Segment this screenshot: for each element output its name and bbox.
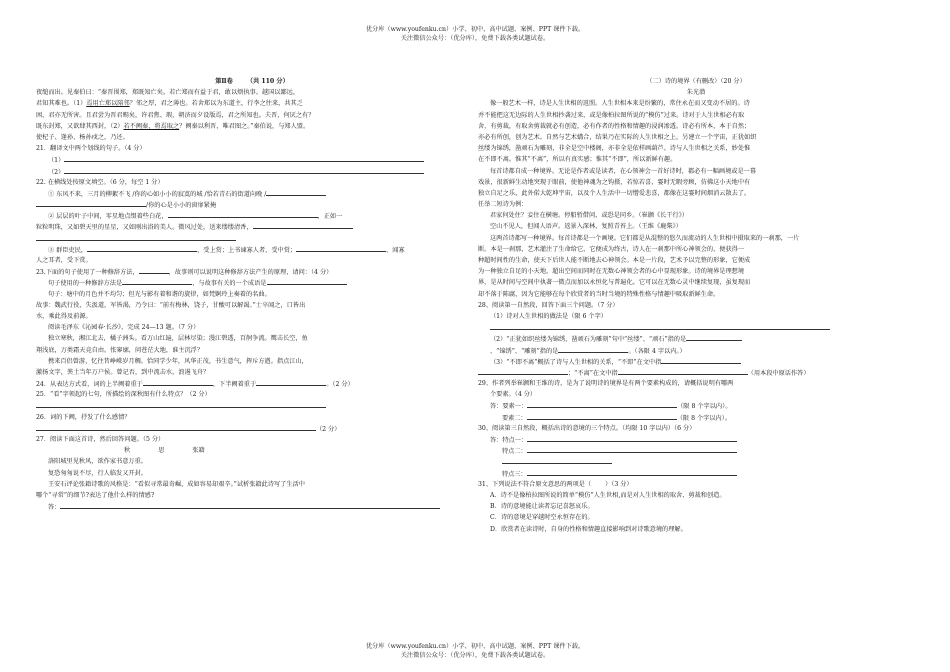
question-27-text: 王安石评论张籍诗歌的风格是：“看似寻常最奇崛，成如容易却艰辛。”试析张籍此诗写了生活中 [48,480,305,488]
article-line: 在不即不离。惟其“不离”，所以有真实感；惟其“不即”，所以新鲜有趣。 [478,156,677,164]
answer-line [36,400,468,411]
answer-blank[interactable] [253,221,353,229]
answer-blank[interactable] [527,434,737,442]
article-line: 界，是从时间与空间中执著一微点而加以永恒化与普遍化。它可以在无数心灵中继续复现，虽复现而 [478,279,751,287]
passage-line: 君知其难也。（1）焉用亡郑以陪邻？邻之厚，君之薄也。若舍郑以为东道主，行李之往来，共其乏 [36,100,303,108]
question-30: 30、阅读第三自然段，概括出诗的意境的三个特点。（均限 10 字以内）（6 分） [478,424,696,432]
question-25: 25．“看”字领起的七句，所描绘的深秋图有什么特点？（2 分） [36,391,211,399]
article-line: 为一种独立自足的小天地，超出空间而同时在无数心神领会者的心中显现形象。诗的境界是理想境 [478,268,745,276]
answer-blank[interactable] [168,210,318,218]
answer-blank[interactable] [256,378,326,386]
question-22: 22. 在横线处按原文填空。（6 分，每空 1 分） [36,178,164,186]
option-c: C．诗的意境是穿越时空永恒存在的。 [490,514,594,522]
underlined-sentence-2: 若不阙秦，将焉取之 [123,122,180,130]
fill-line: /你的心是小小的窗扉紧掩 [36,199,468,210]
page-footer [0,643,950,660]
reading-intro: 阅读毛泽东《沁园春·长沙》，完成 24—13 题。（7 分） [48,324,200,332]
passage-line: 使杞子、逢孙、杨孙戍之，乃还。 [36,133,129,141]
question-28: 28、阅读第一自然段，回答下面三个问题。（7 分） [478,301,619,309]
answer-blank[interactable] [139,266,169,274]
question-24: 24．从表达方式看，词的上半阙着重于 ，下半阙着重于 。（2 分） [36,378,468,389]
answer-blank[interactable] [527,468,737,476]
answer-blank[interactable] [502,456,612,464]
article-line: 每首诗都自成一种境界。无论是作者或是读者，在心领神会一首好诗时，都必有一幅画境或是一幕 [490,167,757,175]
fill-line: ② 层层的叶子中间，零星地点缀着些白花， ，正如一 [36,210,468,221]
fill-line: ③ 群臣吏民， ，受上赏；上书谏寡人者，受中赏； ，闻寡 [36,244,468,255]
poem-title: 思 [158,447,165,455]
answer-line: （2 分） [36,423,468,434]
article-line: 舍，有剪裁，有取舍剪裁就必有创造，必有作者的性格和情趣的浸润渗透。诗必有所本，本于自然； [478,122,751,130]
article-line: 却不落于陈腐，因为它能够在每个欣赏者的当时当境的特殊性格与情趣中吸取新鲜生命。 [478,290,720,298]
right-column [478,76,914,535]
answer-line: 要素二： （限 8 个字以内）。 [478,412,914,423]
answer-blank[interactable] [87,244,197,252]
question-21: 21．翻译文中两个划线的句子。（4 分） [36,145,146,153]
passage-line: 既东封郑，又欲肆其西封，（2）若不阙秦，将焉取之？阙秦以利晋，唯君图之。”秦伯说，与郑人盟。 [36,122,310,130]
article-line: 断。本是一刹那，艺术灌注了生命给它，它便成为终古，诗人在一刹那中所心神领会的，便获得一 [478,245,745,253]
question-27: 27．阅读下面这首诗，然后回答问题。（5 分） [36,436,165,443]
question-23: 23.下面的句子使用了一种修辞方法， ，故事则可以说明这种修辞方法产生的原理，请问：（4 分） [36,266,468,277]
answer-blank[interactable] [36,199,146,207]
answer-blank[interactable] [36,423,316,431]
quoted-poem: 君家何处住？妾住在横塘。停船暂借问，或恐是同乡。（崔颢《长干行》） [490,212,688,220]
poem-line: 携来百侣曾游，忆往昔峥嵘岁月稠。恰同学少年，风华正茂，书生意气，挥斥方遒。指点江山， [48,357,308,365]
answer-blank[interactable] [64,154,424,162]
answer-blank[interactable] [143,378,213,386]
article-author: 朱光潜 [686,89,706,97]
poem-line: 激扬文字，粪土当年万户侯。曾记否，到中流击水，浪遏飞舟？ [36,368,210,376]
page-header [0,26,950,43]
option-b: B．诗的意境能让读者忘记喜怒哀乐。 [490,503,594,511]
answer-line: 答：要素一： （限 8 个字以内）。 [478,400,914,411]
section-score: （共 110 分） [246,78,289,85]
quoted-poem: 空山不见人，但闻人语声。返景入深林，复照青苔上。（王维《鹿柴》） [490,223,682,231]
poem-line: 复恐匆匆说不尽，行人临发又开封。 [48,469,147,477]
section-title: 第Ⅱ卷 [215,78,233,85]
question-28-item: （2）“正犹如织丝缕为锦绣，凿顽石为雕刻”句中“丝缕”、“顽石”指的是 [478,333,914,344]
poem-author: 张籍 [192,447,205,455]
passage-line: 夜缒而出。见秦伯曰：“秦晋围郑，郑既知亡矣。若亡郑而有益于君，敢以烦执事。越国以鄙远， [36,89,300,97]
part-title: （二）诗的境界（有删改）（20 分） [646,78,746,85]
answer-blank[interactable] [478,367,568,375]
fill-line [36,233,468,244]
answer-line: （2） [36,166,468,177]
header-line-1: 优分库（www.youfenku.cn）小学、初中、高中试题、案例、PPT 课件下载。 [365,26,585,33]
question-27-text: 哪个“寻常”的细节?表达了他什么样的情感? [36,491,155,499]
footer-line-1: 优分库（www.youfenku.cn）小学、初中、高中试题、案例、PPT 课件下载。 [365,643,585,650]
poem-line: 独立寒秋，湘江北去，橘子洲头。看万山红遍，层林尽染；漫江碧透，百舸争流。鹰击长空，鱼 [48,335,308,343]
answer-line: （1） [36,154,468,165]
answer-blank[interactable] [266,188,326,196]
question-29: 个要素。（4 分） [490,391,537,399]
article-line: 像一般艺术一样，诗是人生世相的返照。人生世相本来是纷繁的，常住永在而又变动不居的。诗 [490,100,750,108]
answer-blank[interactable] [618,367,748,375]
question-28-item: （3）“不即不离”概括了诗与人生世相的关系，“不即”在文中指 [478,356,914,367]
answer-line: 特点二： [478,445,914,456]
answer-blank[interactable] [64,166,424,174]
answer-blank[interactable] [558,345,628,353]
question-28-item: ；“不离”在文中指 （用本段中原话作答） [478,367,914,378]
poem-line: 翔浅底，万类霜天竞自由。怅寥廓，问苍茫大地，谁主沉浮？ [36,346,204,354]
answer-line [478,322,914,333]
answer-blank[interactable] [661,356,741,364]
answer-blank[interactable] [490,322,830,330]
article-line: 丝缕为锦绣，凿顽石为雕刻，非全是空中楼阁，亦非全是依样画葫芦。诗与人生世相之关系，妙处惟 [478,145,751,153]
answer-blank[interactable] [527,445,737,453]
article-line: 种超时间性的生命，使天下后世人能不断地去心神领会。本是一片段，艺术予以完整的形象，它便成 [478,257,751,264]
footer-line-2: 关注微信公众号：（优分库），免费下载各类试题试卷。 [400,651,550,659]
underlined-sentence-1: 焉用亡郑以陪邻 [86,100,130,108]
passage-line: 困，君亦无所害。且君尝为晋君赐矣，许君焦、瑕，朝济而夕设版焉，君之所知也。夫晋，何厌之有？ [36,111,315,119]
answer-line: 答： [36,501,468,512]
poem-title-line [36,445,468,456]
option-a: A．诗不是像柏拉图所说的简单“模仿”人生世相,而是对人生世相的取舍、剪裁和创造。 [490,491,726,499]
left-column [36,76,468,512]
question-28-item: 、“锦绣”、“雕刻”指的是 。（各限 4 字以内。） [478,345,914,356]
question-23-item: 句子使用的一种修辞方法是 ，与故事有关的一个成语是 [36,277,468,288]
article-line: 这两首诗都写一种境界。每首诗都是一个画境。它们都是从混整的悠久而流动的人生世相中摄取来的一刹那，一片 [490,234,800,242]
fill-line: ① 东风不来，三月的柳絮不飞 /你的心如小小的寂寞的城 /恰若青石的街道向晚 / [36,188,468,199]
article-line: 独立自足之乐，此外偌大乾坤宇宙，以及个人生活中一切憎爱悲喜，都像在这霎时间烟消云散去了。 [478,189,751,197]
header-line-2: 关注微信公众号：（优分库），免费下载各类试题试卷。 [400,34,550,42]
answer-line: 特点三： [478,468,914,479]
answer-blank[interactable] [686,333,742,341]
fill-line: 人之耳者，受下赏。 [36,257,92,264]
question-23-item: 水，乘此得及前源。 [36,312,92,320]
fill-line: 粒粒明珠，又如碧天里的星星，又如刚出浴的美人。微风过处，送来缕缕清香， [36,221,468,232]
article-line: 任举二短诗为例： [478,201,528,209]
option-d: D．欣赏者在读诗时，自身的性格和情趣直接影响到对诗歌意境的理解。 [490,525,687,533]
article-line: 并不能把这无边际的人生世相抄袭过来，或是像柏拉图所说的“模仿”过来。诗对于人生世相必有取 [478,111,745,119]
answer-blank[interactable] [527,400,677,408]
question-23-item: 故事：魏武行役，失汲道，军皆渴，乃令曰：“前有梅林，饶子，甘酸可以解渴。”士卒闻之，口皆出 [36,301,306,309]
question-28-item: （1）诗对人生世相的做法是（限 6 个字） [490,312,607,320]
answer-line [478,456,914,467]
answer-blank[interactable] [122,277,192,285]
answer-line: 答：特点一： [478,434,914,445]
section-heading [36,76,468,87]
answer-blank[interactable] [60,501,440,509]
question-29: 29、作者列举崔颢和王维的诗，是为了说明诗的境界是有两个要素构成的，请概括说明有哪两 [478,380,734,388]
article-line: 亦必有所创，创为艺术。自然与艺术媾合，结果乃在实际的人生世相之上，另建立一个宇宙，正犹如织 [478,133,757,141]
answer-blank[interactable] [527,412,677,420]
answer-blank[interactable] [296,244,386,252]
answer-blank[interactable] [36,233,236,241]
question-26: 26．词的下阙，抒发了什么感情？ [36,413,131,421]
poem-line: 洛阳城里见秋风，欲作家书意万重。 [48,458,147,466]
answer-blank[interactable] [267,277,347,285]
article-line: 戏景，很新鲜生动地突现于眼前，使他神魂为之钩摄，若惊若喜，霎时无暇旁顾，仿佛这小天地中有 [478,178,751,186]
answer-blank[interactable] [36,400,326,408]
question-31: 31、下列说法不符合原文意思的两项是（ ）（3 分） [478,480,633,488]
poem-title: 秋 [124,447,131,455]
question-23-item: 句子：塘中的月色并不均匀；但光与影有着和谐的旋律，如梵婀玲上奏着的名曲。 [48,290,271,298]
